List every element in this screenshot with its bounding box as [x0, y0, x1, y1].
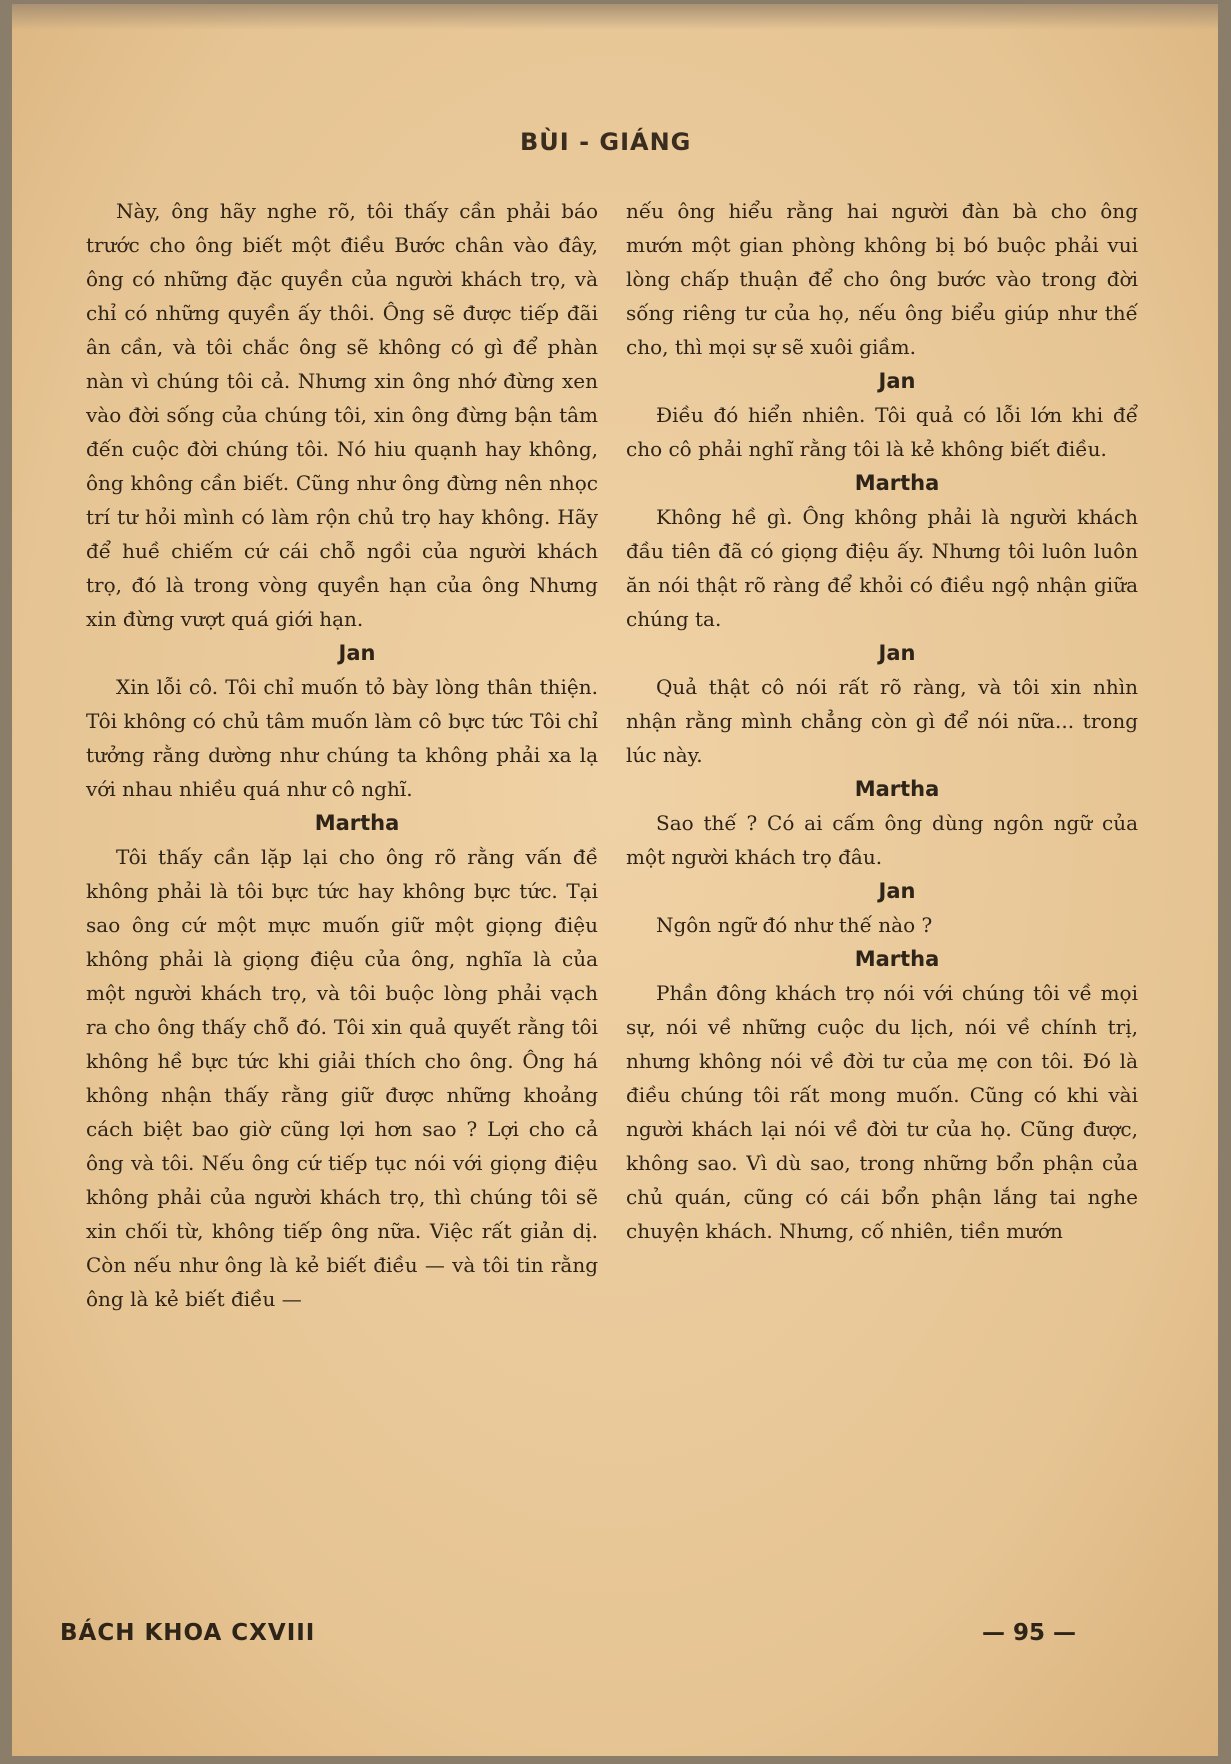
speaker-label: Jan: [338, 641, 376, 665]
speaker-label: Martha: [854, 777, 940, 801]
scanned-page: [12, 4, 1218, 1756]
speaker-label: Martha: [854, 947, 940, 971]
paragraph: Quả thật cô nói rất rõ ràng, và tôi xin nhìn nhận rằng mình chẳng còn gì để nói nữa... trong lúc này.: [626, 675, 1138, 767]
page-edge-shadow: [12, 4, 1218, 30]
speaker-label: Jan: [878, 369, 916, 393]
page-number: — 95 —: [982, 1620, 1077, 1646]
speaker-label: Jan: [878, 641, 916, 665]
paragraph: nếu ông hiểu rằng hai người đàn bà cho ông mướn một gian phòng không bị bó buộc phải vui lòng chấp thuận để cho ông bước vào trong đời sống riêng tư của họ, nếu ông biểu giúp như thế cho, thì mọi sự sẽ xuôi giầm.: [626, 199, 1138, 359]
speaker-label: Martha: [854, 471, 940, 495]
speaker-label: Jan: [878, 879, 916, 903]
right-column: [626, 194, 1138, 1248]
left-column: [86, 194, 598, 1316]
paragraph: Sao thế ? Có ai cấm ông dùng ngôn ngữ của một người khách trọ đâu.: [626, 811, 1138, 869]
paragraph: Phần đông khách trọ nói với chúng tôi về mọi sự, nói về những cuộc du lịch, nói về chính trị, nhưng không nói về đời tư của mẹ con tôi. Đó là điều chúng tôi rất mong muốn. Cũng có khi vài người khách lại nói về đời tư của họ. Cũng được, không sao. Vì dù sao, trong những bổn phận của chủ quán, cũng có cái bổn phận lắng tai nghe chuyện khách. Nhưng, cố nhiên, tiền mướn: [626, 981, 1138, 1243]
magazine-footer: BÁCH KHOA CXVIII: [60, 1620, 316, 1646]
paragraph: Này, ông hãy nghe rõ, tôi thấy cần phải báo trước cho ông biết một điều Bước chân vào đây, ông có những đặc quyền của người khách trọ, và chỉ có những quyền ấy thôi. Ông sẽ được tiếp đãi ân cần, và tôi chắc ông sẽ không có gì để phàn nàn vì chúng tôi cả. Nhưng xin ông nhớ đừng xen vào đời sống của chúng tôi, xin ông đừng bận tâm đến cuộc đời chúng tôi. Nó hiu quạnh hay không, ông không cần biết. Cũng như ông đừng nên nhọc trí tư hỏi mình có làm rộn chủ trọ hay không. Hãy để huề chiếm cứ cái chỗ ngồi của người khách trọ, đó là trong vòng quyền hạn của ông Nhưng xin đừng vượt quá giới hạn.: [86, 199, 598, 631]
paragraph: Không hề gì. Ông không phải là người khách đầu tiên đã có giọng điệu ấy. Nhưng tôi luôn luôn ăn nói thật rõ ràng để khỏi có điều ngộ nhận giữa chúng ta.: [626, 505, 1138, 631]
paragraph: Ngôn ngữ đó như thế nào ?: [656, 913, 933, 937]
running-header: BÙI - GIÁNG: [520, 128, 692, 156]
paragraph: Xin lỗi cô. Tôi chỉ muốn tỏ bày lòng thân thiện. Tôi không có chủ tâm muốn làm cô bực tức Tôi chỉ tưởng rằng dường như chúng ta không phải xa lạ với nhau nhiều quá như cô nghĩ.: [86, 675, 598, 801]
paragraph: Tôi thấy cần lặp lại cho ông rõ rằng vấn đề không phải là tôi bực tức hay không bực tức. Tại sao ông cứ một mực muốn giữ một giọng điệu không phải là giọng điệu của ông, nghĩa là của một người khách trọ, và tôi buộc lòng phải vạch ra cho ông thấy chỗ đó. Tôi xin quả quyết rằng tôi không hề bực tức khi giải thích cho ông. Ông há không nhận thấy rằng giữ được những khoảng cách biệt bao giờ cũng lợi hơn sao ? Lợi cho cả ông và tôi. Nếu ông cứ tiếp tục nói với giọng điệu không phải của người khách trọ, thì chúng tôi sẽ xin chối từ, không tiếp ông nữa. Việc rất giản dị. Còn nếu như ông là kẻ biết điều — và tôi tin rằng ông là kẻ biết điều —: [86, 845, 598, 1311]
speaker-label: Martha: [314, 811, 400, 835]
paragraph: Điều đó hiển nhiên. Tôi quả có lỗi lớn khi để cho cô phải nghĩ rằng tôi là kẻ không biết điều.: [626, 403, 1138, 461]
